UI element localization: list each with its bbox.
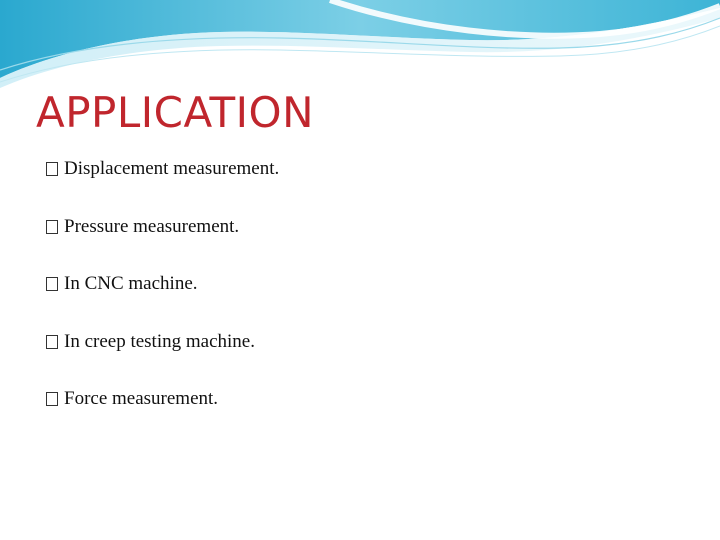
box-placeholder-icon <box>46 277 58 291</box>
list-item <box>46 214 279 240</box>
bullet-text: Pressure measurement. <box>64 215 240 237</box>
box-placeholder-icon <box>46 162 58 176</box>
bullet-text: Displacement measurement. <box>64 158 280 179</box>
list-item <box>46 156 279 182</box>
box-placeholder-icon <box>46 220 58 234</box>
bullet-text: In creep testing machine. <box>64 330 255 352</box>
list-item <box>46 271 279 297</box>
box-placeholder-icon <box>46 392 58 406</box>
list-item <box>46 329 279 355</box>
bullet-text: In CNC machine. <box>64 273 198 294</box>
bullet-text: Force measurement. <box>64 388 219 409</box>
box-placeholder-icon <box>46 335 58 349</box>
slide-title: APPLICATION <box>36 88 314 137</box>
bullet-list <box>46 156 279 444</box>
list-item <box>46 386 279 412</box>
